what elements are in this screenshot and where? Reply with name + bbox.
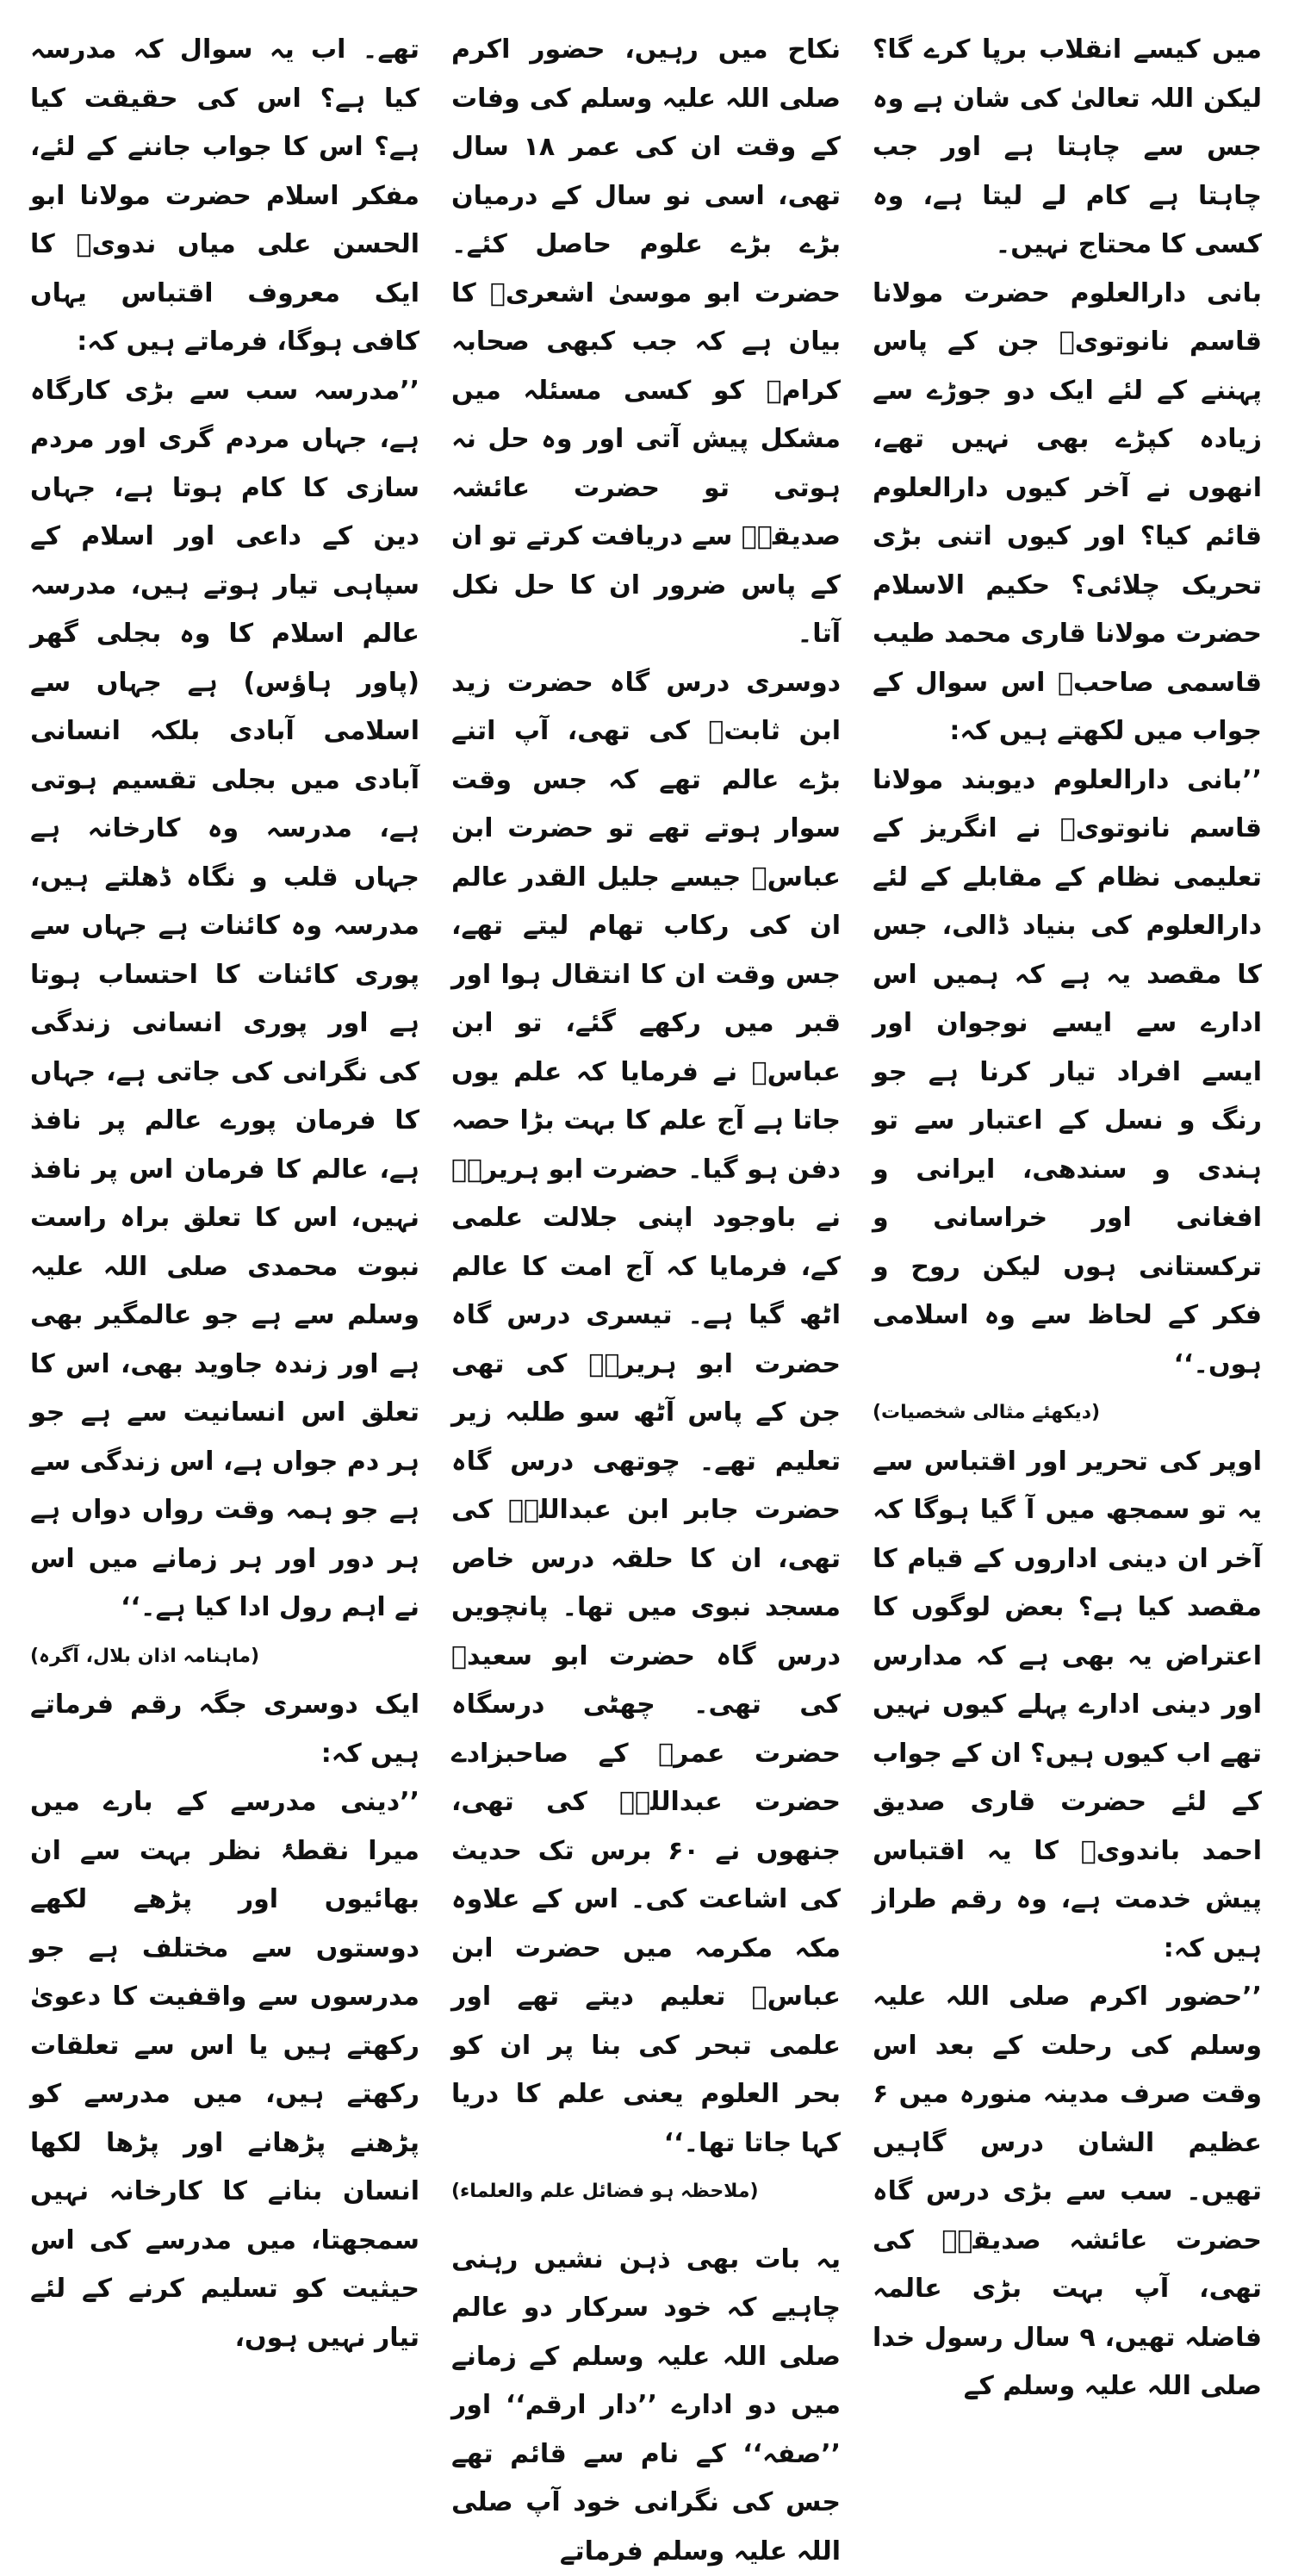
paragraph: ’’دینی مدرسے کے بارے میں میرا نقطۂ نظر بہت سے ان بھائیوں اور پڑھے لکھے دوستوں سے مختلف ہے جو مدرسوں سے واقفیت کا دعویٰ رکھتے ہیں یا اس سے تعلقات رکھتے ہیں، میں مدرسے کو پڑھنے پڑھانے اور پڑھا لکھا انسان بنانے کا کارخانہ نہیں سمجھتا، میں مدرسے کی اس حیثیت کو تسلیم کرنے کے لئے تیار نہیں ہوں، <box>30 1778 419 2362</box>
paragraph: ایک دوسری جگہ رقم فرماتے ہیں کہ: <box>30 1681 419 1778</box>
paragraph: اوپر کی تحریر اور اقتباس سے یہ تو سمجھ میں آ گیا ہوگا کہ آخر ان دینی اداروں کے قیام کا مقصد کیا ہے؟ بعض لوگوں کا اعتراض یہ بھی ہے کہ مدارس اور دینی ادارے پہلے کیوں نہیں تھے اب کیوں ہیں؟ ان کے جواب کے لئے حضرت قاری صدیق احمد باندویؒ کا یہ اقتباس پیش خدمت ہے، وہ رقم طراز ہیں کہ: <box>873 1438 1262 1974</box>
paragraph: ’’حضور اکرم صلی اللہ علیہ وسلم کی رحلت کے بعد اس وقت صرف مدینہ منورہ میں ۶ عظیم الشان درس گاہیں تھیں۔ سب سے بڑی درس گاہ حضرت عائشہ صدیقہؓ کی تھی، آپ بہت بڑی عالمہ فاضلہ تھیں، ۹ سال رسول خدا صلی اللہ علیہ وسلم کے <box>873 1973 1262 2411</box>
paragraph: یہ بات بھی ذہن نشیں رہنی چاہیے کہ خود سرکار دو عالم صلی اللہ علیہ وسلم کے زمانے میں دو ادارے ’’دار ارقم‘‘ اور ’’صفہ‘‘ کے نام سے قائم تھے جس کی نگرانی خود آپ صلی اللہ علیہ وسلم فرماتے <box>451 2236 841 2576</box>
paragraph: بانی دارالعلوم حضرت مولانا قاسم نانوتویؒ جن کے پاس پہننے کے لئے ایک دو جوڑے سے زیادہ کپڑے بھی نہیں تھے، انھوں نے آخر کیوں دارالعلوم قائم کیا؟ اور کیوں اتنی بڑی تحریک چلائی؟ حکیم الاسلام حضرت مولانا قاری محمد طیب قاسمی صاحبؒ اس سوال کے جواب میں لکھتے ہیں کہ: <box>873 270 1262 756</box>
paragraph: نکاح میں رہیں، حضور اکرم صلی اللہ علیہ وسلم کی وفات کے وقت ان کی عمر ۱۸ سال تھی، اسی نو سال کے درمیان بڑے بڑے علوم حاصل کئے۔ حضرت ابو موسیٰ اشعریؓ کا بیان ہے کہ جب کبھی صحابہ کرامؓ کو کسی مسئلہ میں مشکل پیش آتی اور وہ حل نہ ہوتی تو حضرت عائشہ صدیقہؓ سے دریافت کرتے تو ان کے پاس ضرور ان کا حل نکل آتا۔ <box>451 26 841 659</box>
spacer <box>451 2217 841 2236</box>
paragraph: دوسری درس گاہ حضرت زید ابن ثابتؓ کی تھی، آپ اتنے بڑے عالم تھے کہ جس وقت سوار ہوتے تھے تو حضرت ابن عباسؓ جیسے جلیل القدر عالم ان کی رکاب تھام لیتے تھے، جس وقت ان کا انتقال ہوا اور قبر میں رکھے گئے، تو ابن عباسؓ نے فرمایا کہ علم یوں جاتا ہے آج علم کا بہت بڑا حصہ دفن ہو گیا۔ حضرت ابو ہریرہؓ نے باوجود اپنی جلالت علمی کے، فرمایا کہ آج امت کا عالم اٹھ گیا ہے۔ تیسری درس گاہ حضرت ابو ہریرہؓ کی تھی جن کے پاس آٹھ سو طلبہ زیر تعلیم تھے۔ چوتھی درس گاہ حضرت جابر ابن عبداللہؓ کی تھی، ان کا حلقہ درس خاص مسجد نبوی میں تھا۔ پانچویں درس گاہ حضرت ابو سعیدؓ کی تھی۔ چھٹی درسگاہ حضرت عمرؓ کے صاحبزادے حضرت عبداللہؓ کی تھی، جنھوں نے ۶۰ برس تک حدیث کی اشاعت کی۔ اس کے علاوہ مکہ مکرمہ میں حضرت ابن عباسؓ تعلیم دیتے تھے اور علمی تبحر کی بنا پر ان کو بحر العلوم یعنی علم کا دریا کہا جاتا تھا۔‘‘ <box>451 659 841 2168</box>
quote-source: (ماہنامہ اذان بلال، آگرہ) <box>30 1633 419 1682</box>
column-middle <box>451 26 841 1875</box>
paragraph: میں کیسے انقلاب برپا کرے گا؟ لیکن اللہ تعالیٰ کی شان ہے وہ جس سے چاہتا ہے اور جب چاہتا ہے کام لے لیتا ہے، وہ کسی کا محتاج نہیں۔ <box>873 26 1262 270</box>
quote-source: (دیکھئے مثالی شخصیات) <box>873 1389 1262 1438</box>
paragraph: ’’بانی دارالعلوم دیوبند مولانا قاسم نانوتویؒ نے انگریز کے تعلیمی نظام کے مقابلے کے لئے دارالعلوم کی بنیاد ڈالی، جس کا مقصد یہ ہے کہ ہمیں اس ادارے سے ایسے نوجوان اور ایسے افراد تیار کرنا ہے جو رنگ و نسل کے اعتبار سے تو ہندی و سندھی، ایرانی و افغانی اور خراسانی و ترکستانی ہوں لیکن روح و فکر کے لحاظ سے وہ اسلامی ہوں۔‘‘ <box>873 756 1262 1390</box>
column-left <box>30 26 419 1875</box>
paragraph: تھے۔ اب یہ سوال کہ مدرسہ کیا ہے؟ اس کی حقیقت کیا ہے؟ اس کا جواب جاننے کے لئے، مفکر اسلام حضرت مولانا ابو الحسن علی میاں ندویؒ کا ایک معروف اقتباس یہاں کافی ہوگا، فرماتے ہیں کہ: <box>30 26 419 367</box>
column-right <box>873 26 1262 1875</box>
paragraph: ’’مدرسہ سب سے بڑی کارگاہ ہے، جہاں مردم گری اور مردم سازی کا کام ہوتا ہے، جہاں دین کے داعی اور اسلام کے سپاہی تیار ہوتے ہیں، مدرسہ عالم اسلام کا وہ بجلی گھر (پاور ہاؤس) ہے جہاں سے اسلامی آبادی بلکہ انسانی آبادی میں بجلی تقسیم ہوتی ہے، مدرسہ وہ کارخانہ ہے جہاں قلب و نگاہ ڈھلتے ہیں، مدرسہ وہ کائنات ہے جہاں سے پوری کائنات کا احتساب ہوتا ہے اور پوری انسانی زندگی کی نگرانی کی جاتی ہے، جہاں کا فرمان پورے عالم پر نافذ ہے، عالم کا فرمان اس پر نافذ نہیں، اس کا تعلق براہ راست نبوت محمدی صلی اللہ علیہ وسلم سے ہے جو عالمگیر بھی ہے اور زندہ جاوید بھی، اس کا تعلق اس انسانیت سے ہے جو ہر دم جواں ہے، اس زندگی سے ہے جو ہمہ وقت رواں دواں ہے ہر دور اور ہر زمانے میں اس نے اہم رول ادا کیا ہے۔‘‘ <box>30 367 419 1633</box>
quote-source: (ملاحظہ ہو فضائل علم والعلماء) <box>451 2168 841 2217</box>
